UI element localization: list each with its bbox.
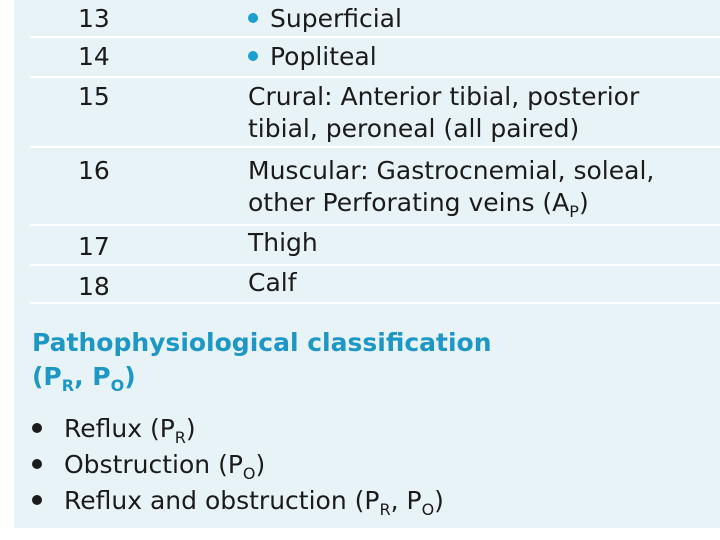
- bullet-icon: [32, 459, 42, 469]
- segment-description-line: Muscular: Gastrocnemial, soleal,: [248, 156, 655, 185]
- segment-description-line: Thigh: [248, 228, 318, 257]
- bullet-icon: [32, 423, 42, 433]
- segment-description: Superficial: [248, 2, 402, 35]
- section-title-line: ($P_R$, $P_O$): [32, 362, 136, 395]
- table-row: [30, 148, 720, 226]
- bullet-icon: [32, 495, 42, 505]
- anatomic-segment-table: [30, 0, 720, 304]
- section-title-line: Pathophysiological classification: [32, 328, 492, 357]
- segment-number: 14: [78, 42, 110, 71]
- bullet-icon: [248, 13, 258, 23]
- table-row: [30, 266, 720, 304]
- list-item: Reflux $(P_R)$: [32, 412, 444, 448]
- segment-description-line: Crural: Anterior tibial, posterior: [248, 82, 640, 111]
- list-item: Reflux and obstruction ($P_R$, $P_O$): [32, 484, 444, 520]
- pathophysiology-list: [32, 412, 444, 520]
- list-item: Obstruction $(P_O)$: [32, 448, 444, 484]
- segment-number: 18: [78, 272, 110, 301]
- table-row: [30, 78, 720, 148]
- segment-number: 15: [78, 82, 110, 111]
- segment-description-line: other Perforating veins $(A_P)$: [248, 188, 589, 221]
- segment-number: 13: [78, 4, 110, 33]
- table-row: [30, 38, 720, 78]
- table-row: [30, 226, 720, 266]
- segment-number: 17: [78, 232, 110, 261]
- table-row: [30, 0, 720, 38]
- segment-description: Popliteal: [248, 40, 377, 73]
- segment-description-line: Calf: [248, 268, 297, 297]
- segment-number: 16: [78, 156, 110, 185]
- segment-description-line: tibial, peroneal (all paired): [248, 114, 580, 143]
- section-title: [32, 326, 492, 397]
- bullet-icon: [248, 51, 258, 61]
